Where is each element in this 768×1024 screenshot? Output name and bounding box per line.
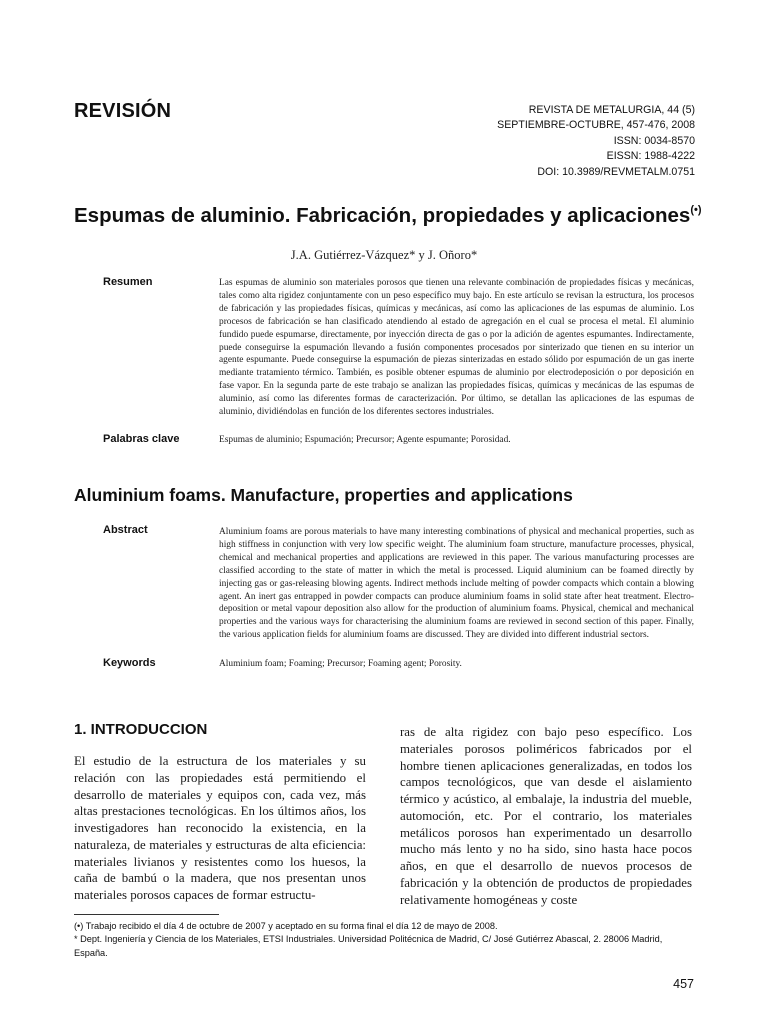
resumen-text: Las espumas de aluminio son materiales porosos que tienen una relevante combinación de propiedades físicas y mecánicas, tales como alta rigidez conjuntamente con un peso específico muy bajo. En este artículo se revisan la estructura, los procesos de fabricación y las propiedades físicas, químicas y mecánicas, así como las aplicaciones de las espumas de aluminio. Los procesos de fabricación se han clasificado atendiendo al estado de agregación en el cual se procesa el metal. El aluminio fundido puede espumarse, directamente, por inyección directa de gas o por la adición de agentes espumantes. Indirectamente, puede conseguirse la espumación llevando a fusión componentes procesados por sinterizado que tienen en su interior un agente espumante. Puede conseguirse la espumación de piezas sinterizadas en estado sólido por espumación de un gas inerte mediante tratamiento térmico. También, es posible obtener espumas de aluminio por electrodeposición o por deposición en fase vapor. En la segunda parte de este trabajo se analizan las propiedades físicas, químicas y mecánicas de las espumas de aluminio, así como las diferentes formas de caracterización. Por último, se detallan las aplicaciones de las espumas de aluminio, dividiéndolas en función de los diferentes sectores industriales. [219, 278, 694, 418]
journal-doi: DOI: 10.3989/REVMETALM.0751 [537, 165, 695, 178]
abstract-text: Aluminium foams are porous materials to have many interesting combinations of physical and mechanical properties, such as high stiffness in conjunction with very low specific weight. The aluminium foam structure, manufacture processes, physical, chemical and mechanical properties and applications are reviewed in this paper. The various manufacturing processes are classified according to the state of matter in which the metal is processed. Liquid aluminium can be foamed directly by injecting gas or gas-releasing blowing agents. Indirect methods include melting of powder compacts which contain a blowing agent. An inert gas entrapped in powder compacts can produce aluminium foams in solid state after heat treatment. Electro-deposition or metal vapour deposition also allow for the production of aluminium foams. Physical, chemical and mechanical properties and the various ways for characterising the aluminium foams are reviewed in second section of this paper. Finally, the various application fields for aluminium foams are discussed. They are divided into different industrial sectors. [219, 527, 694, 641]
keywords-text: Aluminium foam; Foaming; Precursor; Foaming agent; Porosity. [219, 659, 462, 669]
introduction-right-column: ras de alta rigidez con bajo peso específico. Los materiales porosos poliméricos fabricados por el hombre tienen aplicaciones generalizadas, en todos los campos tecnológicos, que van desde el aislamiento térmico y acústico, al embalaje, la industria del mueble, automoción, etc. Por el contrario, los materiales metálicos porosos han experimentado un desarrollo mucho más lento y no ha sido, sino hasta hace pocos años, en que el desarrollo de nuevos procesos de fabricación y la obtención de productos de propiedades relativamente homogéneas y coste [400, 725, 692, 907]
introduction-left-column: El estudio de la estructura de los materiales y su relación con las propiedades está permitiendo el desarrollo de materiales y equipos con, cada vez, más altas prestaciones tecnológicas. En los últimos años, los investigadores han reconocido la existencia, en la naturaleza, de materiales y estructuras de alta eficiencia: materiales livianos y resistentes como los huesos, la caña de bambú o la madera, que nos presentan unos materiales porosos capaces de formar estructu- [74, 754, 366, 902]
journal-issue-date: SEPTIEMBRE-OCTUBRE, 457-476, 2008 [497, 119, 695, 132]
journal-eissn: EISSN: 1988-4222 [606, 150, 695, 163]
title-footnote-mark: (•) [690, 204, 702, 216]
journal-info [497, 103, 695, 180]
resumen-label: Resumen [103, 276, 153, 288]
article-title-text: Espumas de aluminio. Fabricación, propiedades y aplicaciones [74, 204, 691, 227]
journal-issn: ISSN: 0034-8570 [613, 134, 695, 147]
footnotes [74, 920, 696, 960]
keywords-label: Keywords [103, 657, 156, 669]
authors: J.A. Gutiérrez-Vázquez* y J. Oñoro* [290, 248, 478, 262]
introduction-heading: 1. INTRODUCCION [74, 721, 208, 738]
palabras-clave-text: Espumas de aluminio; Espumación; Precursor; Agente espumante; Porosidad. [219, 435, 511, 445]
footnote-affiliation: * Dept. Ingeniería y Ciencia de los Materiales, ETSI Industriales. Universidad Politécnica de Madrid, C/ José Gutiérrez Abascal, 2. 28006 Madrid, España. [74, 934, 663, 958]
abstract-label: Abstract [103, 524, 148, 536]
article-title-spanish [74, 204, 714, 228]
palabras-clave-label: Palabras clave [103, 433, 180, 445]
footnote-received: (•) Trabajo recibido el día 4 de octubre de 2007 y aceptado en su forma final el día 12 de mayo de 2008. [74, 921, 498, 931]
article-title-english: Aluminium foams. Manufacture, properties and applications [74, 485, 573, 505]
section-label: REVISIÓN [74, 100, 172, 122]
footnote-rule [74, 914, 219, 915]
page-number: 457 [673, 977, 694, 991]
journal-name: REVISTA DE METALURGIA, 44 (5) [528, 104, 695, 116]
